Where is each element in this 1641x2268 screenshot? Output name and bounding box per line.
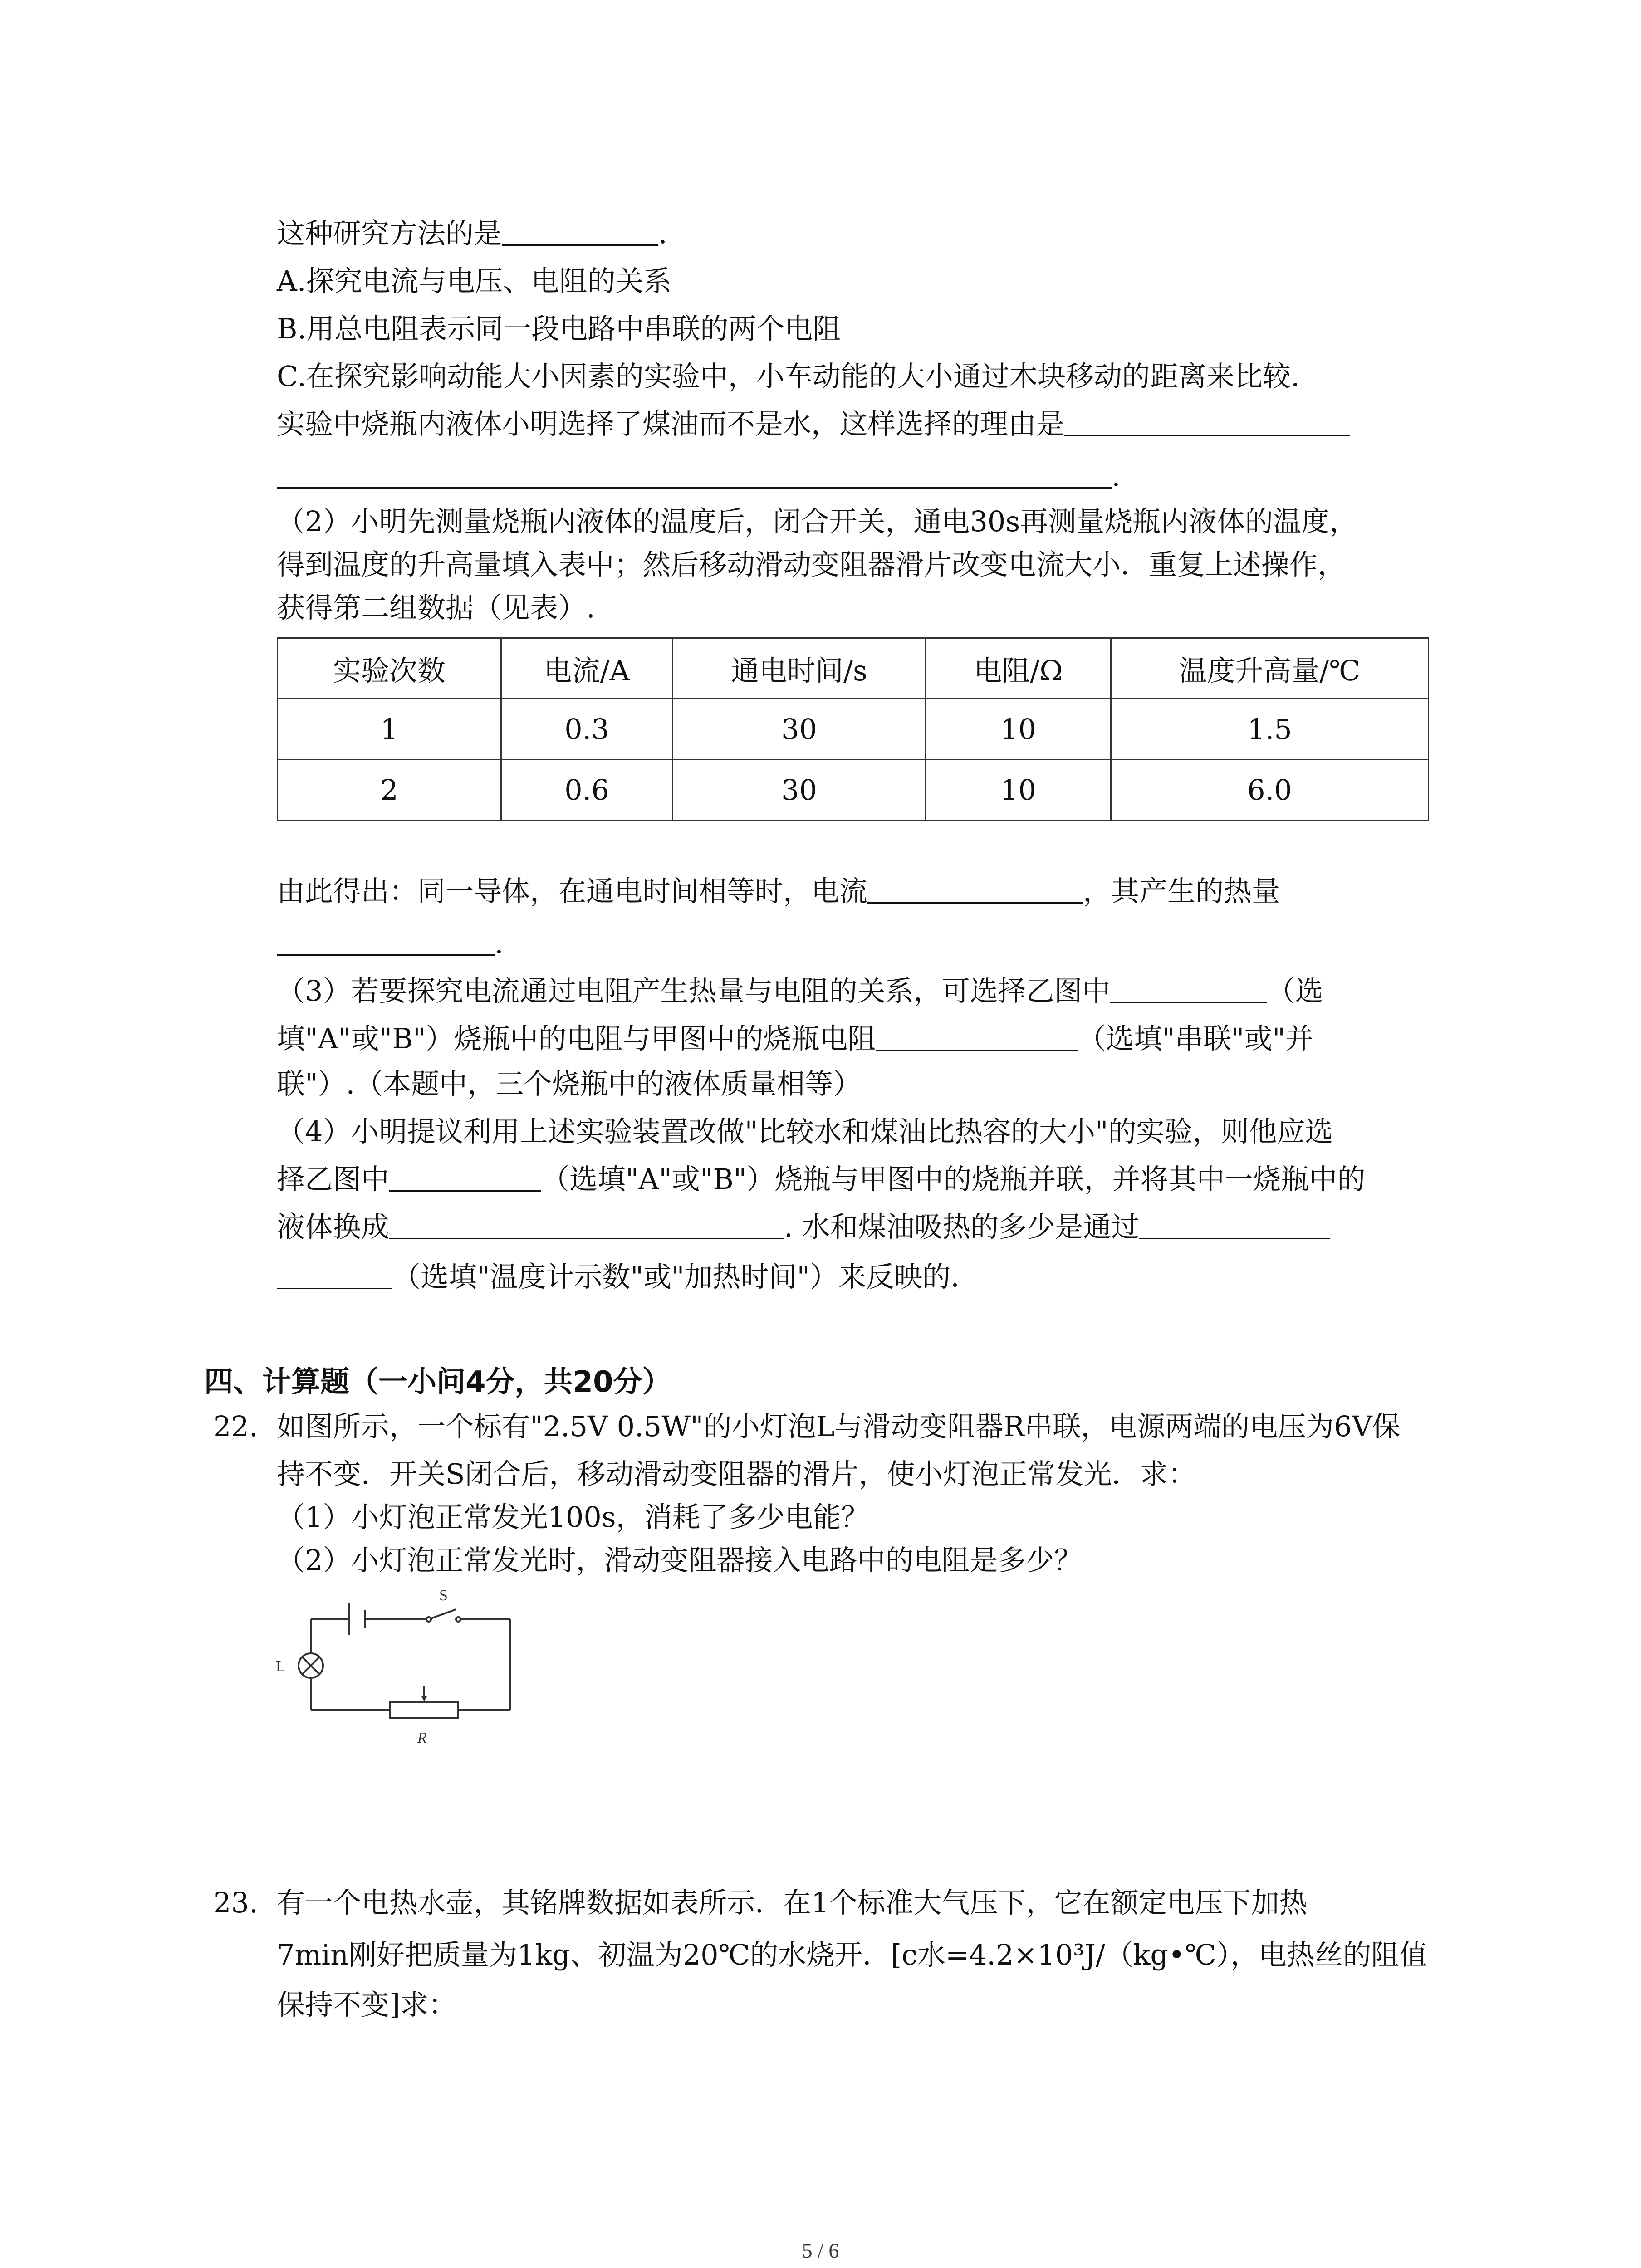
liquid-reason-continuation: [277, 458, 1121, 494]
answer-blank: [1139, 1211, 1330, 1239]
answer-blank: [1110, 975, 1267, 1003]
table-cell: 1: [278, 699, 501, 760]
question-number: 22.: [213, 1410, 258, 1443]
table-cell: 10: [926, 699, 1111, 760]
part2-line2: 得到温度的升高量填入表中；然后移动滑动变阻器滑片改变电流大小．重复上述操作，: [277, 548, 1346, 581]
part3-text: 填"A"或"B"）烧瓶中的电阻与甲图中的烧瓶电阻: [277, 1022, 876, 1055]
part4-text: （选填"温度计示数"或"加热时间"）来反映的.: [392, 1260, 960, 1293]
option-b: B.用总电阻表示同一段电路中串联的两个电阻: [277, 312, 841, 345]
q22-sub2: （2）小灯泡正常发光时，滑动变阻器接入电路中的电阻是多少？: [277, 1544, 1083, 1577]
method-question-lead: 这种研究方法的是: [277, 217, 502, 250]
part3-text: （3）若要探究电流通过电阻产生热量与电阻的关系，可选择乙图中: [277, 974, 1111, 1007]
answer-blank: [867, 875, 1083, 904]
switch-blade: [431, 1609, 456, 1618]
table-header-row: [278, 638, 1429, 699]
liquid-reason-end: .: [1112, 459, 1121, 493]
table-header-cell: 通电时间/s: [673, 638, 926, 699]
answer-blank: [389, 1211, 784, 1239]
option-c: C.在探究影响动能大小因素的实验中，小车动能的大小通过木块移动的距离来比较.: [277, 360, 1300, 393]
table-cell: 6.0: [1111, 760, 1429, 821]
experiment-data-table: [277, 637, 1429, 821]
method-question-end: .: [658, 217, 667, 250]
part3-text: （选: [1267, 974, 1323, 1007]
q23-line3: 保持不变]求：: [277, 1988, 457, 2021]
answer-blank: [277, 460, 1112, 489]
resistor-label: R: [417, 1730, 427, 1746]
lamp-label: L: [276, 1658, 285, 1675]
conclusion-text-b: ，其产生的热量: [1083, 875, 1280, 908]
option-a: A.探究电流与电压、电阻的关系: [277, 264, 672, 298]
resistor-body: [390, 1702, 458, 1718]
part4-text: . 水和煤油吸热的多少是通过: [784, 1210, 1140, 1243]
table-header-cell: 实验次数: [278, 638, 501, 699]
part2-line3: 获得第二组数据（见表）.: [277, 591, 595, 624]
part3-text: （选填"串联"或"并: [1078, 1022, 1313, 1055]
liquid-reason-prompt: 实验中烧瓶内液体小明选择了煤油而不是水，这样选择的理由是: [277, 407, 1065, 440]
table-row: [278, 699, 1429, 760]
part4-text: 择乙图中: [277, 1163, 390, 1196]
part3-line1: [277, 973, 1323, 1009]
answer-blank: [876, 1022, 1078, 1051]
answer-blank: [277, 927, 495, 956]
table-cell: 0.3: [501, 699, 673, 760]
part4-text: 液体换成: [277, 1210, 390, 1243]
page-number: 5 / 6: [802, 2239, 839, 2262]
part4-text: （选填"A"或"B"）烧瓶与甲图中的烧瓶并联，并将其中一烧瓶中的: [541, 1163, 1366, 1196]
q22-sub1: （1）小灯泡正常发光100s，消耗了多少电能？: [277, 1501, 869, 1534]
switch-contact: [456, 1617, 460, 1622]
table-cell: 1.5: [1111, 699, 1429, 760]
switch-pivot: [426, 1617, 431, 1622]
method-question-line: [277, 215, 667, 252]
part4-line4: [277, 1259, 960, 1295]
part4-line2: [277, 1161, 1365, 1198]
q23-line2: 7min刚好把质量为1kg、初温为20℃的水烧开．[c水=4.2×10³J/（kg•℃），电热丝的阻值: [277, 1938, 1428, 1971]
table-row: [278, 760, 1429, 821]
circuit-diagram: [268, 1579, 531, 1760]
table-cell: 2: [278, 760, 501, 821]
q23-line1: 有一个电热水壶，其铭牌数据如表所示．在1个标准大气压下，它在额定电压下加热: [277, 1886, 1308, 1919]
part3-line2: [277, 1021, 1313, 1057]
table-header-cell: 电阻/Ω: [926, 638, 1111, 699]
table-header-cell: 温度升高量/℃: [1111, 638, 1429, 699]
part4-line3: [277, 1209, 1330, 1245]
answer-blank: [277, 1261, 392, 1289]
section-heading: 四、计算题（一小问4分，共20分）: [204, 1365, 671, 1399]
table-cell: 10: [926, 760, 1111, 821]
table-header-cell: 电流/A: [501, 638, 673, 699]
question-number: 23.: [213, 1886, 258, 1919]
answer-blank: [502, 217, 658, 246]
conclusion-line: [277, 873, 1280, 909]
q22-line2: 持不变．开关S闭合后，移动滑动变阻器的滑片，使小灯泡正常发光．求：: [277, 1457, 1196, 1491]
conclusion-continuation: [277, 925, 504, 962]
switch-label: S: [439, 1587, 448, 1604]
q22-line1: 如图所示，一个标有"2.5V 0.5W"的小灯泡L与滑动变阻器R串联，电源两端的电压为6V保: [277, 1410, 1401, 1443]
answer-blank: [1064, 408, 1350, 436]
liquid-reason-line: [277, 406, 1350, 442]
conclusion-end: .: [495, 927, 504, 960]
table-cell: 30: [673, 760, 926, 821]
part3-line3: 联"）.（本题中，三个烧瓶中的液体质量相等）: [277, 1067, 862, 1100]
table-cell: 30: [673, 699, 926, 760]
table-cell: 0.6: [501, 760, 673, 821]
part4-line1: （4）小明提议利用上述实验装置改做"比较水和煤油比热容的大小"的实验，则他应选: [277, 1115, 1333, 1148]
answer-blank: [389, 1163, 541, 1192]
part2-line1: （2）小明先测量烧瓶内液体的温度后，闭合开关，通电30s再测量烧瓶内液体的温度，: [277, 505, 1358, 538]
conclusion-text-a: 由此得出：同一导体，在通电时间相等时，电流: [277, 875, 868, 908]
